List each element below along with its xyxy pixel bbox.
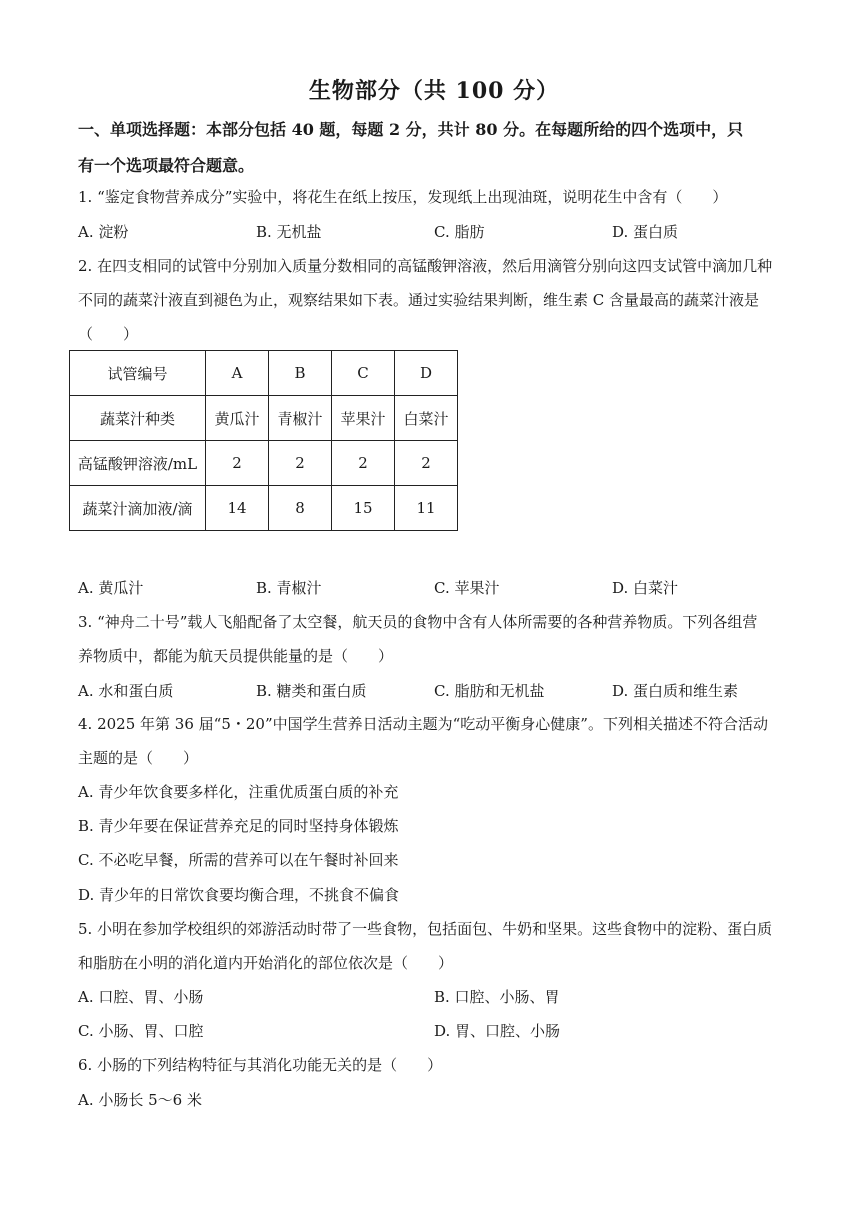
question-5-option-c: C. 小肠、胃、口腔 — [78, 1022, 204, 1040]
table-cell: B — [269, 351, 332, 396]
table-row — [70, 351, 458, 396]
table-cell: 11 — [395, 486, 458, 531]
question-5-option-d: D. 胃、口腔、小肠 — [434, 1022, 561, 1040]
question-1-stem: 1. “鉴定食物营养成分”实验中，将花生在纸上按压，发现纸上出现油斑，说明花生中含有（ ） — [78, 188, 728, 206]
table-cell: D — [395, 351, 458, 396]
table-row — [70, 396, 458, 441]
section-instruction-line-2: 有一个选项最符合题意。 — [78, 156, 255, 175]
table-cell: 14 — [206, 486, 269, 531]
question-6-option-a: A. 小肠长 5～6 米 — [78, 1091, 202, 1109]
question-4-option-c: C. 不必吃早餐，所需的营养可以在午餐时补回来 — [78, 851, 399, 869]
table-cell: A — [206, 351, 269, 396]
table-cell: 苹果汁 — [332, 396, 395, 441]
table-cell: 白菜汁 — [395, 396, 458, 441]
table-row — [70, 486, 458, 531]
table-cell: 试管编号 — [70, 351, 206, 396]
question-2-option-b: B. 青椒汁 — [256, 579, 322, 597]
page-title: 生物部分（共 100 分） — [308, 78, 560, 104]
table-cell: 8 — [269, 486, 332, 531]
table-cell: 青椒汁 — [269, 396, 332, 441]
table-cell: 黄瓜汁 — [206, 396, 269, 441]
question-3-option-c: C. 脂肪和无机盐 — [434, 682, 545, 700]
question-1-option-b: B. 无机盐 — [256, 223, 322, 241]
section-instruction-line-1: 一、单项选择题：本部分包括 40 题，每题 2 分，共计 80 分。在每题所给的四个选项中，只 — [78, 120, 744, 139]
question-5-option-b: B. 口腔、小肠、胃 — [434, 988, 560, 1006]
table-cell: 高锰酸钾溶液/mL — [70, 441, 206, 486]
question-3-stem-line-1: 3. “神舟二十号”载人飞船配备了太空餐，航天员的食物中含有人体所需要的各种营养物质。下列各组营 — [78, 613, 758, 631]
table-cell: 2 — [332, 441, 395, 486]
question-6-stem: 6. 小肠的下列结构特征与其消化功能无关的是（ ） — [78, 1056, 443, 1074]
question-3-option-b: B. 糖类和蛋白质 — [256, 682, 367, 700]
question-2-stem-line-3: （ ） — [78, 325, 139, 343]
question-3-option-d: D. 蛋白质和维生素 — [612, 682, 739, 700]
question-2-option-d: D. 白菜汁 — [612, 579, 679, 597]
experiment-table — [69, 350, 458, 531]
question-5-stem-line-2: 和脂肪在小明的消化道内开始消化的部位依次是（ ） — [78, 954, 454, 972]
question-1-option-d: D. 蛋白质 — [612, 223, 679, 241]
question-5-stem-line-1: 5. 小明在参加学校组织的郊游活动时带了一些食物，包括面包、牛奶和坚果。这些食物中的淀粉、蛋白质 — [78, 920, 773, 938]
question-2-stem-line-2: 不同的蔬菜汁液直到褪色为止，观察结果如下表。通过实验结果判断，维生素 C 含量最高的蔬菜汁液是 — [78, 291, 760, 309]
question-4-option-d: D. 青少年的日常饮食要均衡合理，不挑食不偏食 — [78, 886, 400, 904]
question-1-option-c: C. 脂肪 — [434, 223, 485, 241]
question-1-option-a: A. 淀粉 — [78, 223, 129, 241]
table-cell: 蔬菜汁滴加液/滴 — [70, 486, 206, 531]
table-cell: 15 — [332, 486, 395, 531]
question-3-option-a: A. 水和蛋白质 — [78, 682, 174, 700]
question-2-stem-line-1: 2. 在四支相同的试管中分别加入质量分数相同的高锰酸钾溶液，然后用滴管分别向这四支试管中滴加几种 — [78, 257, 773, 275]
table-cell: C — [332, 351, 395, 396]
question-4-stem-line-2: 主题的是（ ） — [78, 749, 199, 767]
table-cell: 2 — [395, 441, 458, 486]
table-row — [70, 441, 458, 486]
question-4-option-a: A. 青少年饮食要多样化，注重优质蛋白质的补充 — [78, 783, 399, 801]
question-4-option-b: B. 青少年要在保证营养充足的同时坚持身体锻炼 — [78, 817, 399, 835]
question-2-option-c: C. 苹果汁 — [434, 579, 500, 597]
table-cell: 蔬菜汁种类 — [70, 396, 206, 441]
question-2-option-a: A. 黄瓜汁 — [78, 579, 144, 597]
question-5-option-a: A. 口腔、胃、小肠 — [78, 988, 204, 1006]
question-3-stem-line-2: 养物质中，都能为航天员提供能量的是（ ） — [78, 647, 394, 665]
table-cell: 2 — [206, 441, 269, 486]
table-cell: 2 — [269, 441, 332, 486]
question-4-stem-line-1: 4. 2025 年第 36 届“5・20”中国学生营养日活动主题为“吃动平衡身心健康”。下列相关描述不符合活动 — [78, 715, 768, 733]
